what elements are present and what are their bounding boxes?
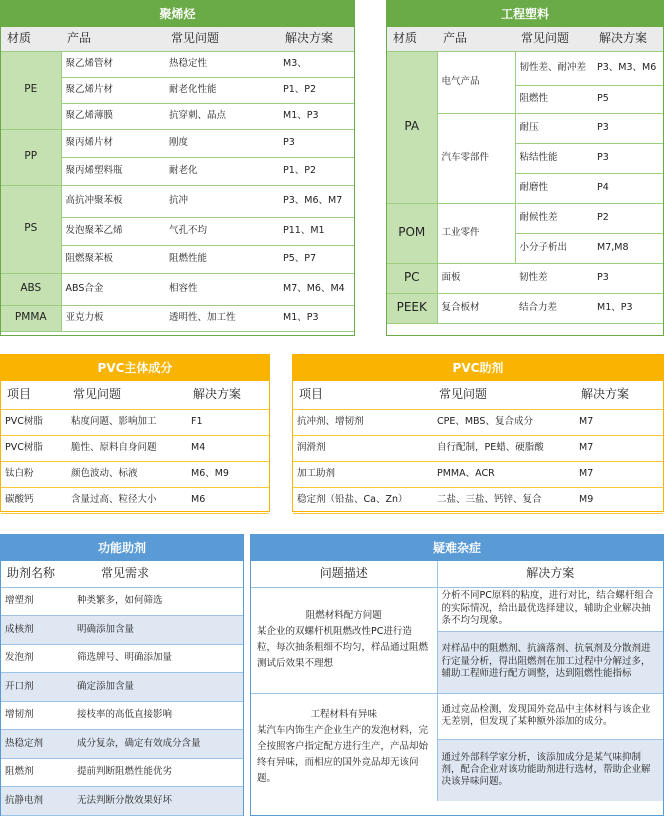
difficult-title: 疑难杂症	[251, 535, 663, 561]
table-row: PVC树脂 脆性、原料自身问题 M4	[1, 435, 269, 461]
table-row: 聚乙烯片材 耐老化性能 P1、P2	[1, 77, 354, 103]
material-ps: PS	[1, 185, 61, 273]
difficult-cases-panel	[250, 534, 664, 816]
table-row: 抗静电剂 无法判断分散效果好坏	[1, 787, 243, 816]
table-row: 聚丙烯塑料瓶 耐老化 P1、P2	[1, 157, 354, 185]
case1-title: 阻燃材料配方问题	[305, 609, 382, 621]
material-abs: ABS	[1, 273, 61, 305]
table-row: 成核剂 明确添加含量	[1, 616, 243, 645]
table-row: 抗冲剂、增韧剂 CPE、MBS、复合成分 M7	[293, 409, 663, 435]
table-row: 热稳定剂 成分复杂，确定有效成分含量	[1, 730, 243, 759]
material-pc: PC	[387, 263, 437, 293]
material-pa: PA	[387, 51, 437, 203]
table-row: 汽车零部件 耐压 P3	[387, 113, 663, 143]
material-pe: PE	[1, 51, 61, 129]
table-row: 润滑剂 自行配制，PE蜡、硬脂酸 M7	[293, 435, 663, 461]
polyolefin-table	[1, 27, 354, 332]
table-row: ABS ABS合金 相容性 M7、M6、M4	[1, 273, 354, 305]
table-row: 粘结性能 P3	[387, 143, 663, 173]
table-row: PVC树脂 粘度问题、影响加工 F1	[1, 409, 269, 435]
table-row: PA 电气产品 韧性差、耐冲差 P3、M3、M6	[387, 51, 663, 85]
case1-solution-1: 分析不同PC原料的粘度，进行对比，结合螺杆组合的实际情况，给出最优选择建议，辅助企业解决抽条不均匀现象。	[437, 587, 663, 631]
table-row: 开口剂 确定添加含量	[1, 673, 243, 702]
case1-desc: 某企业的双螺杆机阻燃改性PC进行造粒，每次抽条粗细不均匀，样品通过阻燃测试后效果不理想	[257, 625, 429, 670]
table-header: 项目 常见问题 解决方案	[1, 381, 269, 409]
material-pmma: PMMA	[1, 305, 61, 331]
table-row: 阻燃聚苯板 阻燃性能 P5、P7	[1, 245, 354, 273]
table-row: 阻燃剂 提前判断阻燃性能优劣	[1, 758, 243, 787]
table-row: 加工助剂 PMMA、ACR M7	[293, 461, 663, 487]
functional-table	[1, 561, 243, 816]
table-header: 助剂名称 常见需求	[1, 561, 243, 587]
functional-title: 功能助剂	[1, 535, 243, 561]
pvc-main-panel	[0, 354, 270, 512]
case1-solution-2: 对样品中的阻燃剂、抗滴落剂、抗氧剂及分散剂进行定量分析，得出阻燃剂在加工过程中分解过多，辅助工程师进行配方调整，达到阻燃性能指标	[437, 631, 663, 693]
material-peek: PEEK	[387, 293, 437, 323]
table-row: 耐磨性 P4	[387, 173, 663, 203]
material-pp: PP	[1, 129, 61, 185]
engineering-plastics-panel	[386, 0, 664, 336]
pvc-additives-title: PVC助剂	[293, 355, 663, 381]
table-row: POM 工业零件 耐候性差 P2	[387, 203, 663, 233]
pvc-additives-panel	[292, 354, 664, 512]
table-row: 增塑剂 种类繁多，如何筛选	[1, 587, 243, 616]
case2-solution-2: 通过外部科学家分析，该添加成分是某气味抑制剂，配合企业对该功能助剂进行选材，帮助企业解决该异味问题。	[437, 739, 663, 801]
table-row	[251, 693, 663, 739]
pvc-additives-table	[293, 381, 663, 514]
functional-additives-panel	[0, 534, 244, 816]
table-row: PC 面板 韧性差 P3	[387, 263, 663, 293]
table-row: 小分子析出 M7,M8	[387, 233, 663, 263]
case2-desc: 某汽车内饰生产企业生产的发泡材料，完全按照客户指定配方进行生产，产品却始终有异味，而相应的国外竞品却无该问题。	[257, 725, 429, 785]
table-row: 阻燃性 P5	[387, 85, 663, 113]
case2-title: 工程材料有异味	[310, 708, 377, 720]
polyolefin-title: 聚烯烃	[1, 1, 354, 27]
table-row: PMMA 亚克力板 透明性、加工性 M1、P3	[1, 305, 354, 331]
table-row: PEEK 复合板材 结合力差 M1、P3	[387, 293, 663, 323]
table-header: 材质 产品 常见问题 解决方案	[1, 27, 354, 51]
engineering-title: 工程塑料	[387, 1, 663, 27]
case1-problem	[251, 587, 437, 693]
table-row: PP 聚丙烯片材 刚度 P3	[1, 129, 354, 157]
table-header: 问题描述 解决方案	[251, 561, 663, 587]
table-row	[251, 587, 663, 631]
polyolefin-panel	[0, 0, 355, 336]
table-header: 项目 常见问题 解决方案	[293, 381, 663, 409]
material-pom: POM	[387, 203, 437, 263]
table-header: 材质 产品 常见问题 解决方案	[387, 27, 663, 51]
table-row: 增韧剂 接枝率的高低直接影响	[1, 701, 243, 730]
table-row: 碳酸钙 含量过高、粒径大小 M6	[1, 487, 269, 513]
pvc-main-table	[1, 381, 269, 514]
pvc-main-title: PVC主体成分	[1, 355, 269, 381]
table-row: PS 高抗冲聚苯板 抗冲 P3、M6、M7	[1, 185, 354, 217]
table-row: 聚乙烯薄膜 抗穿刺、晶点 M1、P3	[1, 103, 354, 129]
table-row: PE 聚乙烯管材 热稳定性 M3、	[1, 51, 354, 77]
table-row: 发泡剂 筛选牌号、明确添加量	[1, 644, 243, 673]
table-row: 钛白粉 颜色波动、标液 M6、M9	[1, 461, 269, 487]
table-row: 发泡聚苯乙烯 气孔不均 P11、M1	[1, 217, 354, 245]
table-row: 稳定剂（铅盐、Ca、Zn） 二盐、三盐、钙锌、复合 M9	[293, 487, 663, 513]
case2-problem	[251, 693, 437, 801]
engineering-table	[387, 27, 663, 324]
difficult-table	[251, 561, 663, 801]
case2-solution-1: 通过竞品检测，发现国外竞品中主体材料与该企业无差别，但发现了某种额外添加的成分。	[437, 693, 663, 739]
